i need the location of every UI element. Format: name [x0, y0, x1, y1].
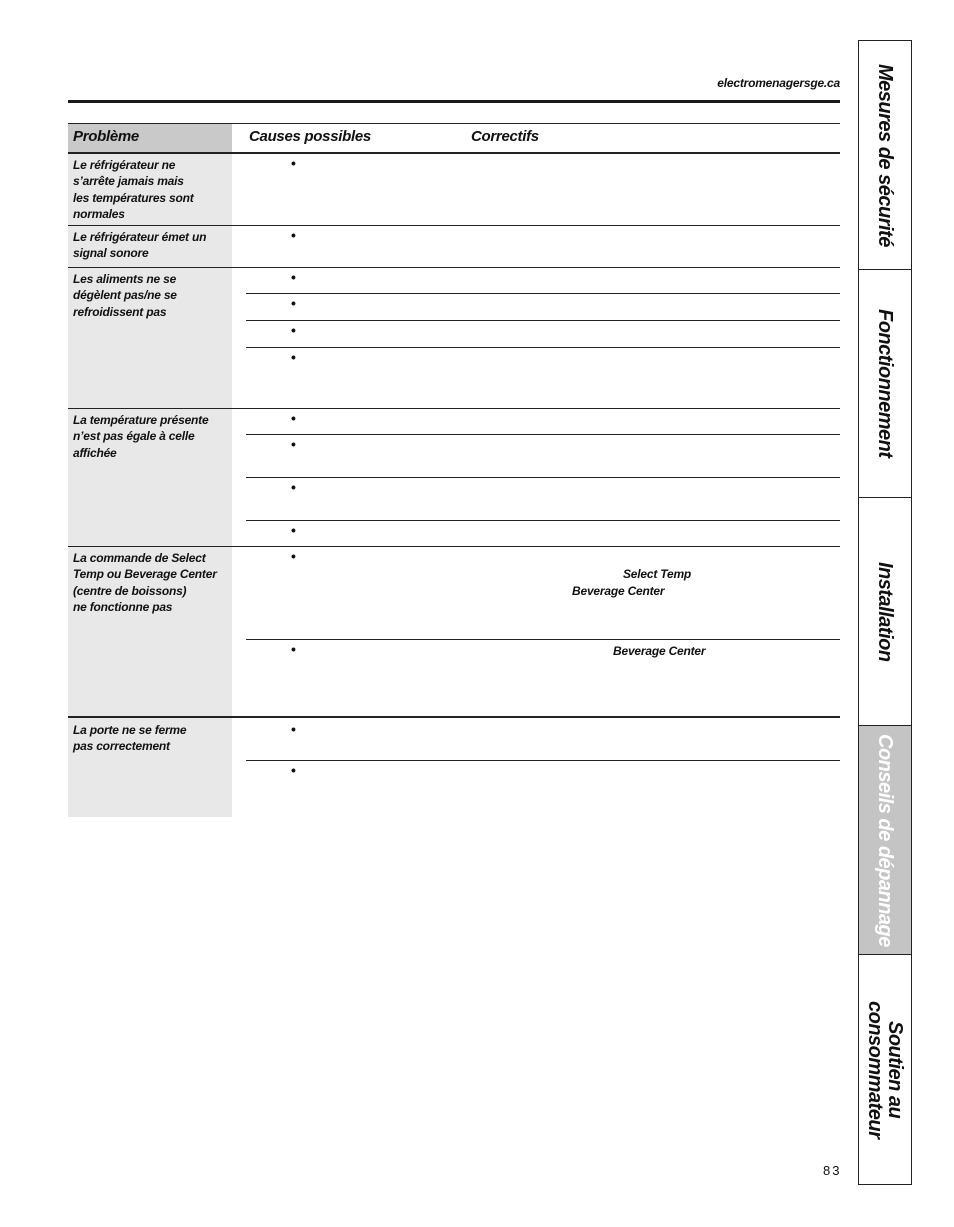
table-row — [68, 718, 840, 817]
problem-cell: La température présente n’est pas égale à celle affichée — [73, 413, 209, 460]
bullet: • — [291, 349, 296, 365]
problem-cell: Le réfrigérateur émet un signal sonore — [73, 230, 207, 261]
header-correctifs: Correctifs — [471, 128, 539, 145]
website-url: electromenagersge.ca — [717, 76, 840, 90]
tab-label: Soutien au consommateur — [864, 1000, 906, 1139]
beverage-center-ref: Beverage Center — [572, 584, 665, 598]
table-row — [68, 226, 840, 268]
bullet: • — [291, 410, 296, 426]
top-rule — [68, 100, 840, 103]
bullet: • — [291, 295, 296, 311]
tab-label: Mesures de sécurité — [874, 63, 896, 247]
beverage-center-ref: Beverage Center — [613, 644, 706, 658]
bullet: • — [291, 479, 296, 495]
tab-label: Conseils de dépannage — [874, 733, 896, 947]
tab-conseils-de-depannage[interactable] — [859, 726, 911, 955]
table-header — [68, 123, 840, 154]
troubleshooting-table — [68, 123, 840, 817]
header-causes: Causes possibles — [249, 128, 371, 145]
bullet: • — [291, 762, 296, 778]
bullet: • — [291, 721, 296, 737]
section-sidebar — [858, 40, 912, 1185]
select-temp-ref: Select Temp — [623, 567, 692, 581]
tab-label: Fonctionnement — [874, 309, 896, 458]
tab-fonctionnement[interactable] — [859, 270, 911, 498]
header-problem: Problème — [73, 128, 139, 145]
bullet: • — [291, 548, 296, 564]
problem-cell: Le réfrigérateur ne s’arrête jamais mais les températures sont normales — [73, 158, 194, 221]
table-row — [68, 154, 840, 226]
bullet: • — [291, 641, 296, 657]
tab-soutien-au-consommateur[interactable] — [859, 955, 911, 1184]
table-row — [68, 409, 840, 547]
problem-cell: La commande de Select Temp ou Beverage Center (centre de boissons) ne fonctionne pas — [73, 551, 217, 614]
bullet: • — [291, 227, 296, 243]
table-row — [68, 268, 840, 409]
bullet: • — [291, 436, 296, 452]
bullet: • — [291, 269, 296, 285]
bullet: • — [291, 155, 296, 171]
bullet: • — [291, 322, 296, 338]
tab-label: Installation — [874, 561, 896, 662]
bullet: • — [291, 522, 296, 538]
page-number: 83 — [823, 1163, 842, 1178]
problem-cell: La porte ne se ferme pas correctement — [73, 723, 187, 754]
problem-cell: Les aliments ne se dégèlent pas/ne se refroidissent pas — [73, 272, 177, 319]
table-row — [68, 547, 840, 718]
tab-installation[interactable] — [859, 498, 911, 726]
tab-mesures-de-securite[interactable] — [859, 41, 911, 270]
